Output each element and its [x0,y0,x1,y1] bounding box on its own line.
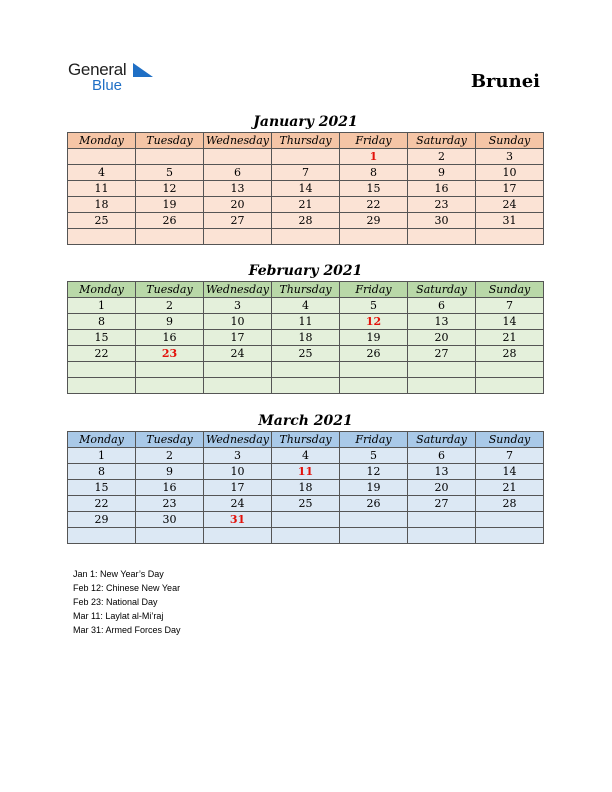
weekday-header: Sunday [476,432,544,448]
day-cell: 25 [272,346,340,362]
day-cell: 15 [340,181,408,197]
day-cell [340,362,408,378]
logo-word-blue: Blue [92,77,123,94]
day-cell: 15 [68,480,136,496]
day-cell [272,512,340,528]
day-cell: 14 [476,314,544,330]
week-row [68,346,544,362]
day-cell: 22 [68,496,136,512]
weekday-header: Saturday [408,432,476,448]
day-cell: 25 [272,496,340,512]
day-cell [272,149,340,165]
day-cell [68,378,136,394]
week-row [68,229,544,245]
day-cell: 7 [476,448,544,464]
day-cell: 8 [68,314,136,330]
day-cell: 14 [272,181,340,197]
weekday-header-row [68,133,544,149]
month-february [67,261,544,394]
day-cell: 27 [204,213,272,229]
day-cell: 5 [340,298,408,314]
weekday-header: Thursday [272,133,340,149]
day-cell [476,229,544,245]
day-cell: 24 [204,346,272,362]
day-cell [68,528,136,544]
day-cell [272,362,340,378]
week-row [68,330,544,346]
day-cell: 16 [136,480,204,496]
day-cell [408,528,476,544]
day-cell [136,149,204,165]
day-cell: 30 [408,213,476,229]
day-cell: 3 [204,298,272,314]
day-cell: 26 [136,213,204,229]
day-cell: 12 [340,464,408,480]
week-row [68,496,544,512]
day-cell [204,362,272,378]
holiday-day-cell: 1 [340,149,408,165]
day-cell: 20 [408,480,476,496]
weekday-header: Sunday [476,282,544,298]
day-cell: 9 [136,314,204,330]
weekday-header-row [68,432,544,448]
day-cell [340,378,408,394]
holiday-day-cell: 31 [204,512,272,528]
day-cell: 17 [204,480,272,496]
day-cell: 19 [340,330,408,346]
day-cell [272,378,340,394]
week-row [68,197,544,213]
day-cell: 13 [408,314,476,330]
day-cell [204,528,272,544]
day-cell: 9 [136,464,204,480]
day-cell [204,149,272,165]
logo-word-general: General [68,60,127,79]
day-cell: 29 [68,512,136,528]
week-row [68,362,544,378]
day-cell [408,378,476,394]
day-cell: 1 [68,298,136,314]
weekday-header: Thursday [272,432,340,448]
day-cell: 17 [204,330,272,346]
day-cell [272,528,340,544]
day-cell: 25 [68,213,136,229]
day-cell: 22 [340,197,408,213]
day-cell: 16 [136,330,204,346]
day-cell: 3 [204,448,272,464]
calendar-grid-february [67,281,544,394]
day-cell [68,149,136,165]
day-cell: 21 [476,330,544,346]
weekday-header: Friday [340,282,408,298]
day-cell [476,512,544,528]
weekday-header: Tuesday [136,133,204,149]
day-cell: 20 [408,330,476,346]
weekday-header: Thursday [272,282,340,298]
country-title: Brunei [470,71,540,92]
day-cell: 3 [476,149,544,165]
week-row [68,512,544,528]
week-row [68,149,544,165]
month-title: January 2021 [253,114,358,130]
weekday-header: Tuesday [136,282,204,298]
day-cell: 16 [408,181,476,197]
day-cell: 21 [476,480,544,496]
week-row [68,528,544,544]
week-row [68,464,544,480]
day-cell: 27 [408,346,476,362]
day-cell: 24 [476,197,544,213]
day-cell: 7 [476,298,544,314]
day-cell [204,378,272,394]
weekday-header: Monday [68,282,136,298]
day-cell: 11 [272,314,340,330]
day-cell [408,229,476,245]
day-cell: 17 [476,181,544,197]
day-cell: 2 [136,298,204,314]
day-cell [204,229,272,245]
month-title: February 2021 [248,263,363,279]
holiday-note: Feb 12: Chinese New Year [73,583,181,593]
day-cell [68,362,136,378]
month-title: March 2021 [258,413,353,429]
weekday-header: Wednesday [204,133,272,149]
day-cell: 1 [68,448,136,464]
weekday-header: Tuesday [136,432,204,448]
holiday-note: Mar 11: Laylat al-Mi’raj [73,611,164,621]
day-cell: 7 [272,165,340,181]
weekday-header: Friday [340,133,408,149]
weekday-header: Saturday [408,133,476,149]
holiday-day-cell: 11 [272,464,340,480]
day-cell: 8 [340,165,408,181]
day-cell: 28 [476,496,544,512]
day-cell: 23 [136,496,204,512]
day-cell [476,362,544,378]
day-cell [136,378,204,394]
weekday-header: Saturday [408,282,476,298]
week-row [68,298,544,314]
holiday-day-cell: 12 [340,314,408,330]
weekday-header: Wednesday [204,432,272,448]
day-cell: 10 [204,464,272,480]
day-cell: 4 [272,298,340,314]
day-cell: 4 [68,165,136,181]
weekday-header-row [68,282,544,298]
day-cell [136,528,204,544]
holiday-note: Mar 31: Armed Forces Day [73,625,181,635]
day-cell [136,229,204,245]
holiday-note: Feb 23: National Day [73,597,158,607]
day-cell [340,229,408,245]
day-cell: 11 [68,181,136,197]
week-row [68,314,544,330]
day-cell [476,378,544,394]
weekday-header: Monday [68,432,136,448]
week-row [68,480,544,496]
day-cell: 9 [408,165,476,181]
day-cell: 19 [340,480,408,496]
day-cell: 6 [204,165,272,181]
holiday-day-cell: 23 [136,346,204,362]
day-cell [272,229,340,245]
day-cell: 31 [476,213,544,229]
calendar-grid-march [67,431,544,544]
week-row [68,378,544,394]
logo-flag-icon [133,63,153,77]
day-cell [340,512,408,528]
day-cell: 6 [408,298,476,314]
weekday-header: Wednesday [204,282,272,298]
day-cell: 18 [68,197,136,213]
week-row [68,448,544,464]
day-cell: 5 [136,165,204,181]
day-cell [476,528,544,544]
day-cell: 19 [136,197,204,213]
day-cell: 28 [476,346,544,362]
day-cell: 12 [136,181,204,197]
general-blue-logo [68,60,168,96]
day-cell: 8 [68,464,136,480]
day-cell: 29 [340,213,408,229]
month-january [67,112,544,245]
week-row [68,165,544,181]
day-cell: 23 [408,197,476,213]
day-cell: 28 [272,213,340,229]
day-cell: 13 [204,181,272,197]
day-cell: 26 [340,496,408,512]
day-cell: 4 [272,448,340,464]
day-cell: 10 [204,314,272,330]
day-cell: 20 [204,197,272,213]
day-cell: 21 [272,197,340,213]
weekday-header: Monday [68,133,136,149]
holiday-list [73,567,181,637]
day-cell: 15 [68,330,136,346]
day-cell: 27 [408,496,476,512]
day-cell: 14 [476,464,544,480]
day-cell: 26 [340,346,408,362]
day-cell: 24 [204,496,272,512]
day-cell [68,229,136,245]
day-cell: 2 [136,448,204,464]
week-row [68,181,544,197]
day-cell: 5 [340,448,408,464]
day-cell: 18 [272,480,340,496]
week-row [68,213,544,229]
day-cell: 13 [408,464,476,480]
day-cell: 22 [68,346,136,362]
day-cell: 6 [408,448,476,464]
holiday-note: Jan 1: New Year’s Day [73,569,164,579]
day-cell [408,362,476,378]
month-march [67,411,544,544]
day-cell: 18 [272,330,340,346]
calendar-grid-january [67,132,544,245]
day-cell: 2 [408,149,476,165]
day-cell: 30 [136,512,204,528]
day-cell: 10 [476,165,544,181]
day-cell [408,512,476,528]
weekday-header: Friday [340,432,408,448]
day-cell [340,528,408,544]
day-cell [136,362,204,378]
weekday-header: Sunday [476,133,544,149]
